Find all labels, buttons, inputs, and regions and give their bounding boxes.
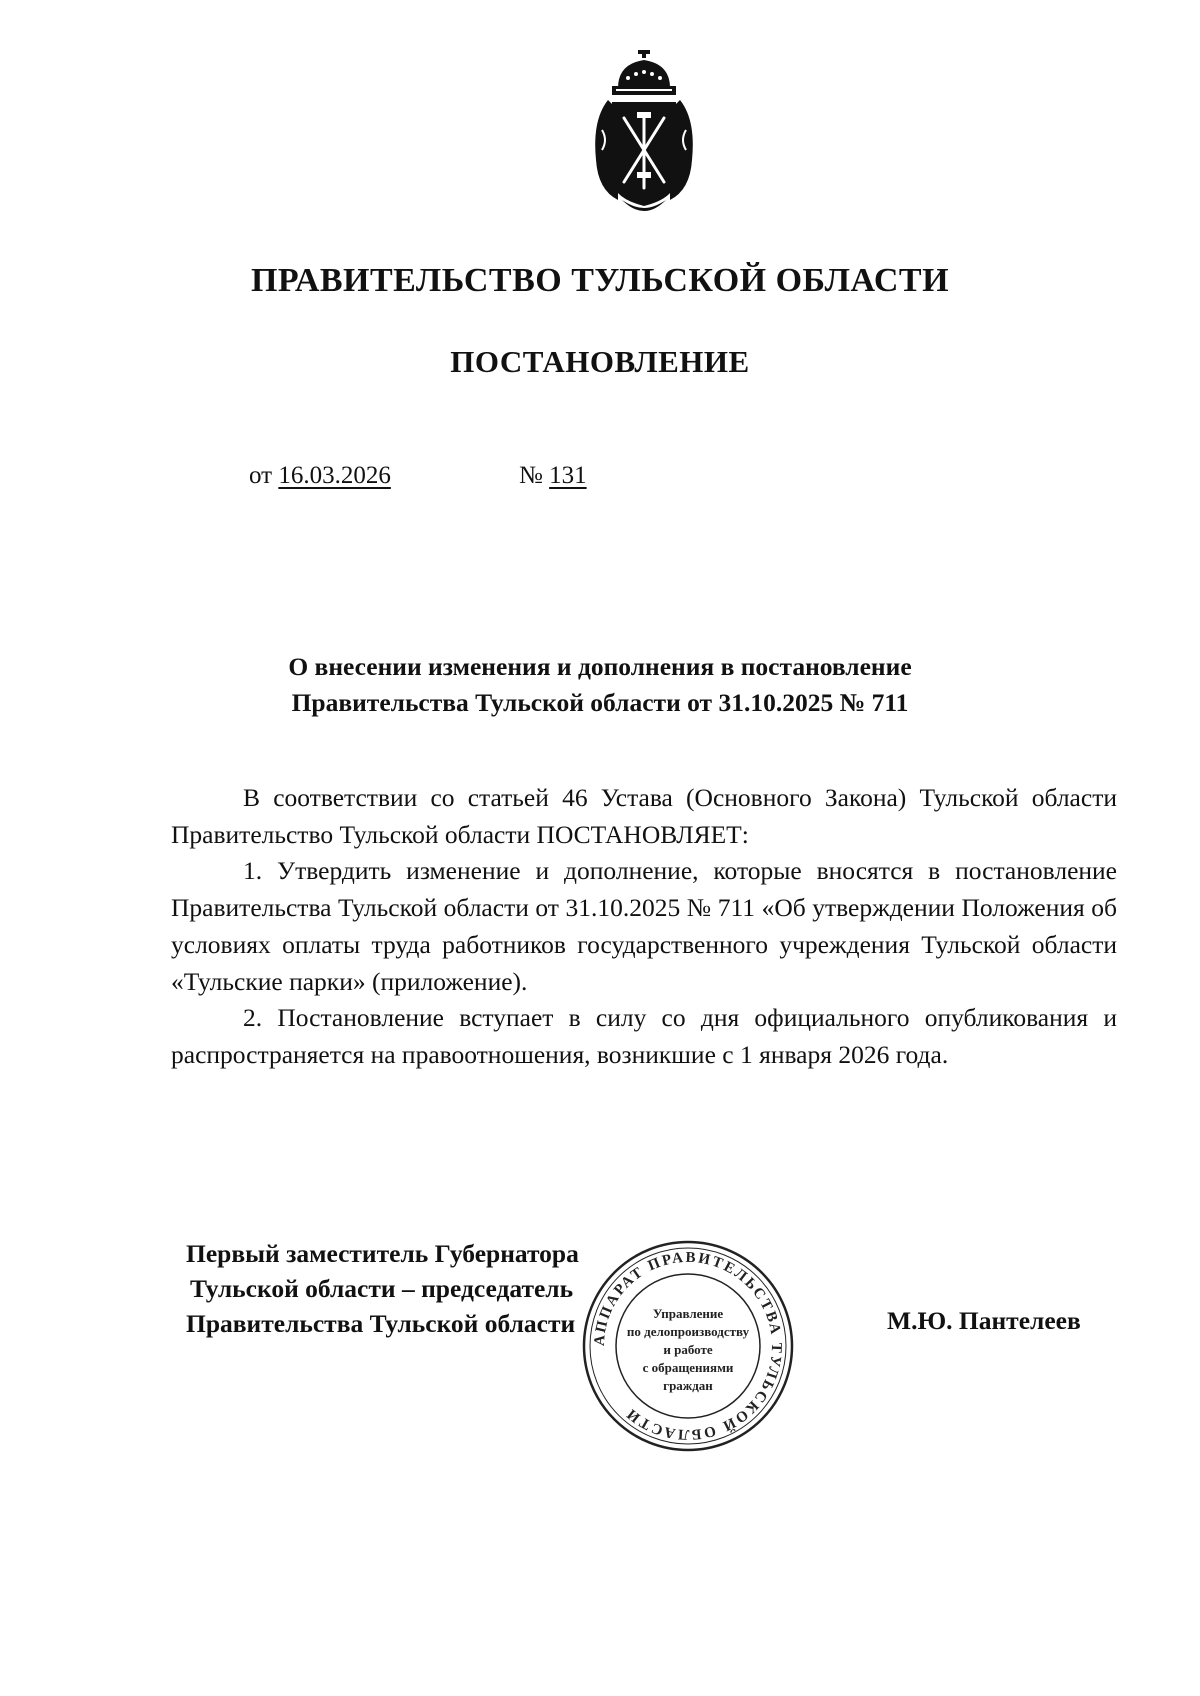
document-subject — [0, 649, 1200, 721]
preamble-paragraph: В соответствии со статьей 46 Устава (Основного Закона) Тульской области Правительство Тульской области ПОСТАНОВЛЯЕТ: — [171, 783, 1117, 849]
stamp-inner-line-2: по делопроизводству — [626, 1324, 750, 1339]
date-prefix: от — [249, 462, 273, 489]
stamp-outer-text: АППАРАТ ПРАВИТЕЛЬСТВА ТУЛЬСКОЙ ОБЛАСТИ — [591, 1249, 785, 1443]
stamp-inner-line-5: граждан — [663, 1378, 713, 1393]
position-line-2: Тульской области – председатель — [190, 1274, 574, 1303]
official-stamp-icon — [578, 1236, 798, 1456]
date-value: 16.03.2026 — [278, 462, 391, 489]
organization-title: ПРАВИТЕЛЬСТВО ТУЛЬСКОЙ ОБЛАСТИ — [250, 262, 950, 299]
subject-line-1: О внесении изменения и дополнения в постановление — [288, 652, 912, 681]
item-1-paragraph: 1. Утвердить изменение и дополнение, которые вносятся в постановление Правительства Тульской области от 31.10.2025 № 711 «Об утверждении Положения об условиях оплаты труда работников государственного учреждения Тульской области «Тульские парки» (приложение). — [171, 856, 1117, 996]
position-line-3: Правительства Тульской области — [186, 1309, 576, 1338]
stamp-inner-line-1: Управление — [652, 1306, 724, 1321]
document-number — [519, 462, 587, 490]
signatory-position — [186, 1236, 579, 1341]
subject-line-2: Правительства Тульской области от 31.10.2025 № 711 — [291, 688, 909, 717]
document-type-title: ПОСТАНОВЛЕНИЕ — [450, 344, 750, 379]
item-2-paragraph: 2. Постановление вступает в силу со дня официального опубликования и распространяется на правоотношения, возникшие с 1 января 2026 года. — [171, 1003, 1117, 1069]
stamp-inner-line-4: с обращениями — [642, 1360, 734, 1375]
position-line-1: Первый заместитель Губернатора — [186, 1239, 579, 1268]
number-prefix: № — [519, 462, 543, 489]
coat-of-arms-icon — [588, 50, 700, 220]
document-body — [171, 780, 1117, 1074]
signatory-name: М.Ю. Пантелеев — [887, 1306, 1081, 1335]
number-value: 131 — [549, 462, 587, 489]
stamp-inner-line-3: и работе — [663, 1342, 713, 1357]
document-date — [249, 462, 391, 490]
